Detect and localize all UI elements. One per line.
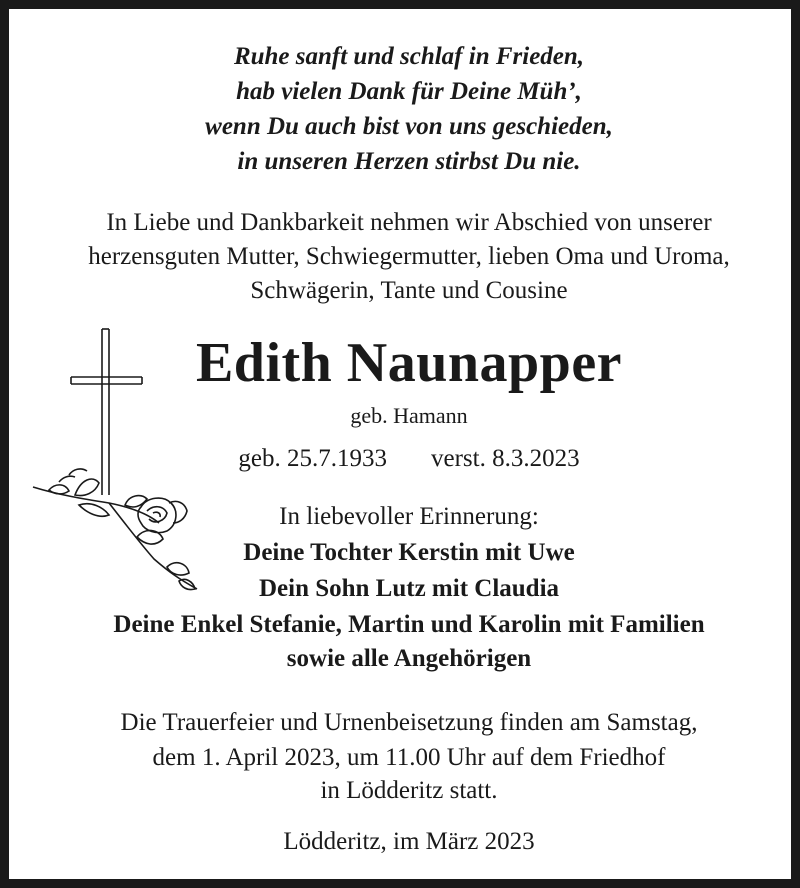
birth-date: geb. 25.7.1933 bbox=[238, 445, 387, 472]
mourners-heading: In liebevoller Erinnerung: bbox=[279, 503, 539, 530]
intro-line: Schwägerin, Tante und Cousine bbox=[250, 277, 568, 304]
intro-line: In Liebe und Dankbarkeit nehmen wir Abschied von unserer bbox=[106, 209, 712, 236]
ceremony-line: dem 1. April 2023, um 11.00 Uhr auf dem Friedhof bbox=[152, 744, 666, 771]
poem-line: Ruhe sanft und schlaf in Frieden, bbox=[233, 43, 585, 70]
mourner-line: sowie alle Angehörigen bbox=[286, 645, 532, 672]
death-date: verst. 8.3.2023 bbox=[431, 445, 580, 472]
mourner-line: Deine Tochter Kerstin mit Uwe bbox=[243, 539, 575, 566]
poem-line: wenn Du auch bist von uns geschieden, bbox=[205, 113, 613, 140]
poem-line: hab vielen Dank für Deine Müh’, bbox=[236, 78, 582, 105]
place-date: Lödderitz, im März 2023 bbox=[283, 828, 535, 855]
poem-line: in unseren Herzen stirbst Du nie. bbox=[237, 148, 581, 175]
ceremony-line: Die Trauerfeier und Urnenbeisetzung finden am Samstag, bbox=[120, 709, 698, 736]
mourner-line: Dein Sohn Lutz mit Claudia bbox=[258, 575, 560, 602]
ceremony-line: in Lödderitz statt. bbox=[320, 777, 498, 804]
intro-line: herzensguten Mutter, Schwiegermutter, lieben Oma und Uroma, bbox=[88, 243, 730, 270]
birth-name: geb. Hamann bbox=[350, 403, 468, 428]
life-dates bbox=[9, 445, 800, 473]
deceased-name: Edith Naunapper bbox=[195, 332, 623, 394]
mourner-line: Deine Enkel Stefanie, Martin und Karolin mit Familien bbox=[113, 611, 705, 638]
